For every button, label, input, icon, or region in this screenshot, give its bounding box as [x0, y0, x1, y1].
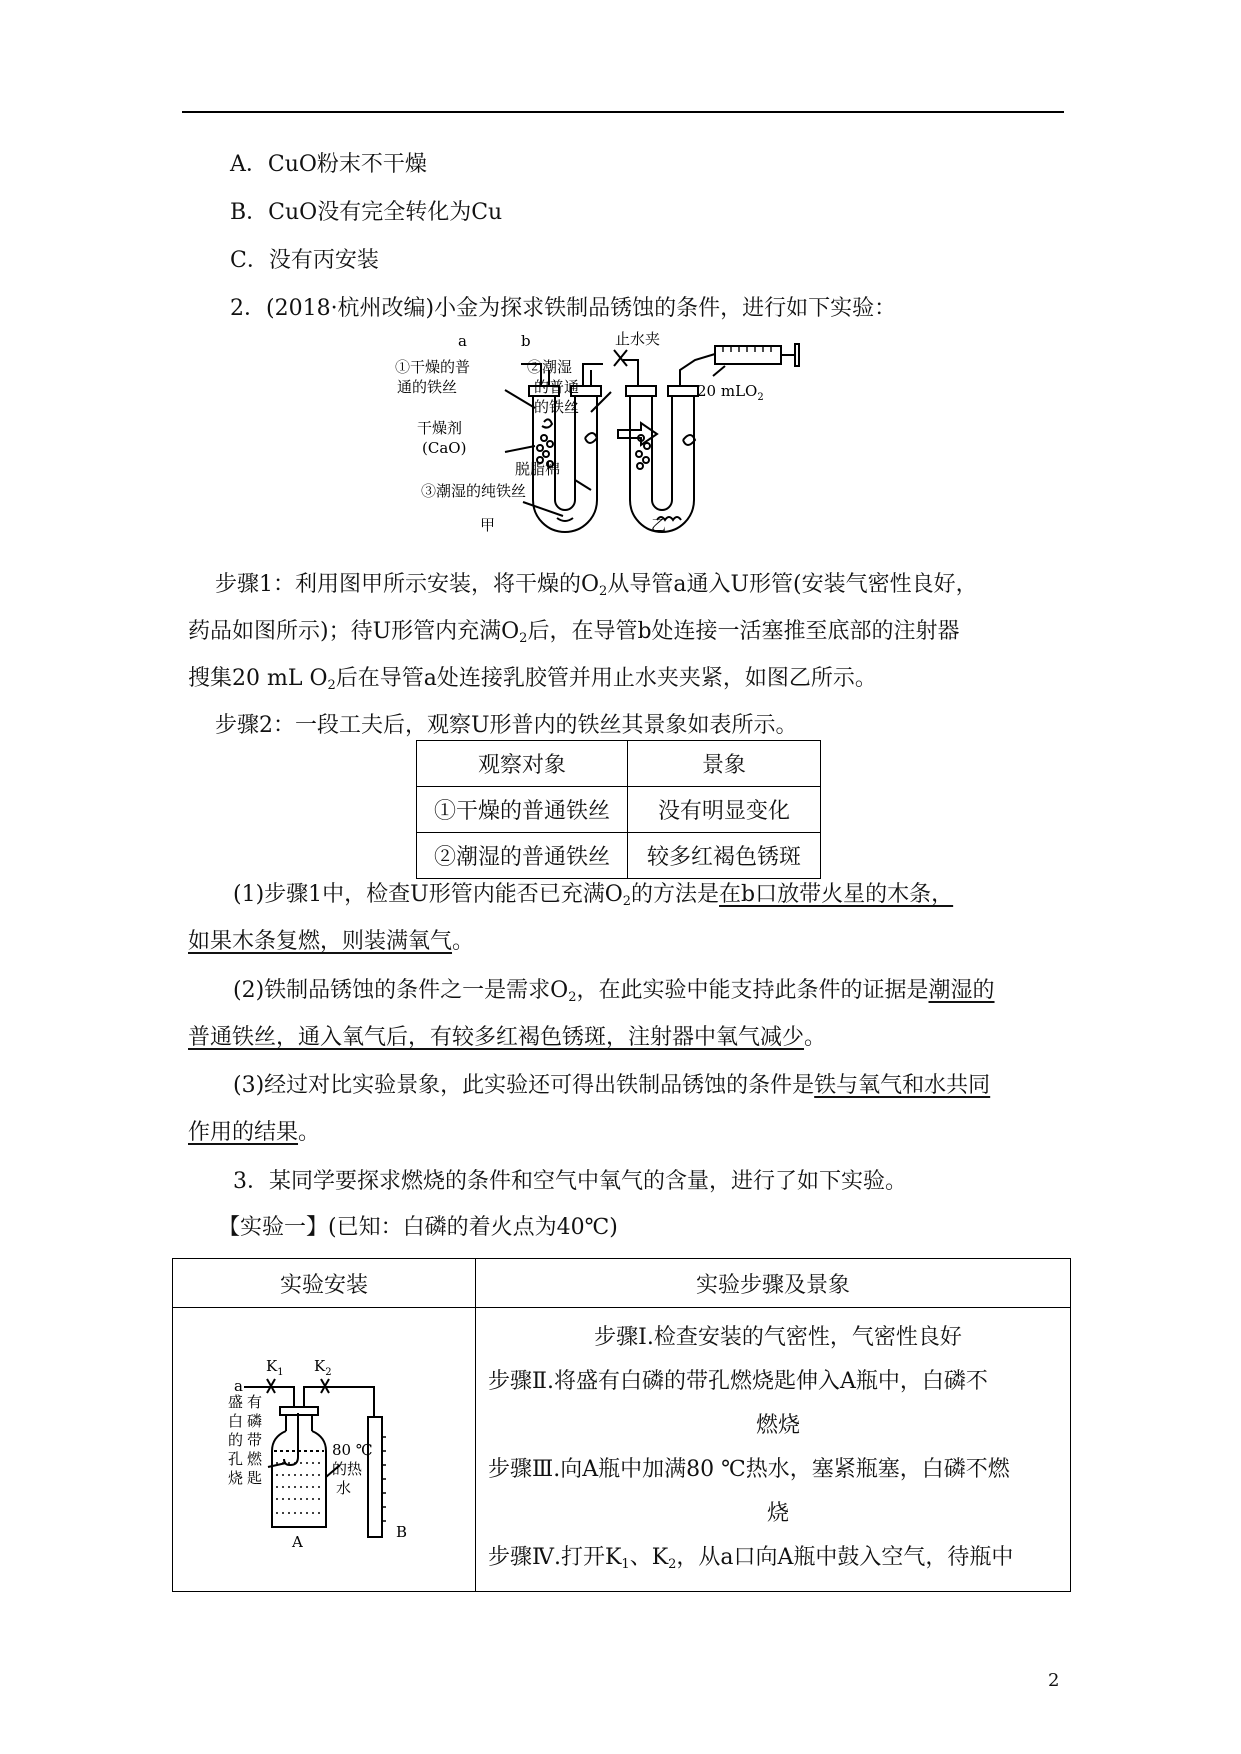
table-header-phenomenon: 景象	[628, 741, 821, 787]
fig-label-wet-iron-1: ②潮湿	[527, 358, 573, 376]
option-b: B．CuO没有完全转化为Cu	[230, 200, 503, 225]
tube-b-label: b	[521, 332, 531, 350]
syringe-label: 20 mLO$_2$	[697, 382, 764, 403]
water-label-3: 水	[336, 1478, 352, 1497]
apparatus-cell	[173, 1308, 476, 1592]
phosphorus-apparatus-figure	[174, 1347, 474, 1547]
tube-a-label: a	[458, 332, 467, 350]
spoon-label-1: 盛	[228, 1392, 244, 1411]
subquestion-2-line-1: (2)铁制品锈蚀的条件之一是需求$O_2$，在此实验中能支持此条件的证据是潮湿的	[233, 978, 995, 1005]
water-label-2: 的热	[332, 1459, 363, 1478]
spoon-label-3: 白	[228, 1411, 244, 1430]
step-IV-line-1: 步骤Ⅳ.打开$K_1$、$K_2$，从a口向A瓶中鼓入空气，待瓶中	[488, 1545, 1014, 1572]
clamp-label: 止水夹	[615, 330, 661, 348]
question-3-stem: 3．某同学要探求燃烧的条件和空气中氧气的含量，进行了如下实验。	[233, 1169, 907, 1194]
step-III-line-2: 烧	[766, 1501, 789, 1526]
table-row-1-object: ①干燥的普通铁丝	[417, 787, 628, 833]
spoon-label-2: 有	[247, 1392, 263, 1411]
steps-cell	[476, 1308, 1071, 1592]
subquestion-1-line-1: (1)步骤1中，检查U形管内能否已充满$O_2$的方法是在b口放带火星的木条，	[233, 882, 954, 909]
fig-label-wet-iron-3: 的铁丝	[534, 398, 580, 416]
experiment-1-table	[172, 1258, 1071, 1592]
table-header-apparatus: 实验安装	[173, 1259, 476, 1308]
step-I: 步骤Ⅰ.检查安装的气密性，气密性良好	[594, 1325, 962, 1350]
step-III-line-1: 步骤Ⅲ.向A瓶中加满80 ℃热水，塞紧瓶塞，白磷不燃	[488, 1457, 1010, 1482]
step-1-line-2: 药品如图所示)；待U形管内充满$O_2$后，在导管b处连接一活塞推至底部的注射器	[188, 619, 960, 646]
water-label-1: 80 ℃	[332, 1440, 373, 1459]
fig-label-dry-iron-1: ①干燥的普	[395, 358, 471, 376]
spoon-label-6: 带	[247, 1430, 263, 1449]
step-1-line-3: 搜集20 mL $O_2$后在导管a处连接乳胶管并用止水夹夹紧，如图乙所示。	[188, 666, 877, 693]
bottle-a-label: A	[292, 1532, 303, 1547]
subquestion-3-line-1: (3)经过对比实验景象，此实验还可得出铁制品锈蚀的条件是铁与氧气和水共同	[233, 1073, 991, 1098]
inlet-a-label: a	[234, 1376, 243, 1395]
fig-label-wet-iron-2: 的普通	[534, 378, 580, 396]
step-II-line-1: 步骤Ⅱ.将盛有白磷的带孔燃烧匙伸入A瓶中，白磷不	[488, 1369, 988, 1394]
subquestion-2-line-2: 普通铁丝，通入氧气后，有较多红褐色锈斑，注射器中氧气减少。	[188, 1025, 827, 1050]
figure-yi-label: 乙	[651, 516, 667, 534]
header-rule	[182, 111, 1064, 113]
spoon-label-4: 磷	[247, 1411, 263, 1430]
table-row-2-phenomenon: 较多红褐色锈斑	[628, 833, 821, 879]
figure-jia-label: 甲	[480, 516, 496, 534]
fig-label-cotton: 脱脂棉	[515, 460, 561, 478]
answer-2-part-2: 普通铁丝，通入氧气后，有较多红褐色锈斑，注射器中氧气减少	[188, 1025, 805, 1050]
cylinder-b-label: B	[396, 1522, 408, 1541]
experiment-1-title: 【实验一】(已知：白磷的着火点为40℃)	[218, 1215, 618, 1240]
spoon-label-8: 燃	[247, 1449, 263, 1468]
fig-label-cao: (CaO)	[422, 439, 467, 457]
answer-1-part-1: 在b口放带火星的木条，	[719, 882, 954, 907]
answer-3-part-2: 作用的结果	[188, 1120, 299, 1145]
answer-2-part-1: 潮湿的	[928, 978, 995, 1003]
step-II-line-2: 燃烧	[755, 1413, 800, 1438]
table-header-steps: 实验步骤及景象	[476, 1259, 1071, 1308]
step-1-line-1: 步骤1：利用图甲所示安装，将干燥的$O_2$从导管a通入U形管(安装气密性良好，	[215, 572, 978, 599]
fig-label-pure-iron: ③潮湿的纯铁丝	[421, 482, 527, 500]
k1-label: $K_1$	[266, 1356, 284, 1378]
table-row-1-phenomenon: 没有明显变化	[628, 787, 821, 833]
option-c: C．没有丙安装	[230, 248, 379, 273]
observation-table	[416, 740, 821, 879]
table-header-object: 观察对象	[417, 741, 628, 787]
subquestion-3-line-2: 作用的结果。	[188, 1120, 321, 1145]
question-2-stem: 2．(2018·杭州改编)小金为探求铁制品锈蚀的条件，进行如下实验：	[230, 296, 897, 321]
step-2-line: 步骤2：一段工夫后，观察U形普内的铁丝其景象如表所示。	[215, 713, 798, 738]
table-row-2-object: ②潮湿的普通铁丝	[417, 833, 628, 879]
spoon-label-7: 孔	[228, 1449, 244, 1468]
answer-3-part-1: 铁与氧气和水共同	[814, 1073, 991, 1098]
spoon-label-9: 烧	[228, 1468, 244, 1487]
answer-1-part-2: 如果木条复燃，则装满氧气	[188, 929, 453, 954]
k2-label: $K_2$	[314, 1356, 332, 1378]
fig-label-desiccant: 干燥剂	[417, 419, 463, 437]
subquestion-1-line-2: 如果木条复燃，则装满氧气。	[188, 929, 475, 954]
iron-rust-apparatus-figure	[395, 330, 895, 542]
spoon-label-10: 匙	[247, 1468, 263, 1487]
spoon-label-5: 的	[228, 1430, 244, 1449]
fig-label-dry-iron-2: 通的铁丝	[397, 378, 458, 396]
option-a: A．CuO粉末不干燥	[230, 152, 427, 177]
page-number: 2	[1048, 1670, 1060, 1691]
